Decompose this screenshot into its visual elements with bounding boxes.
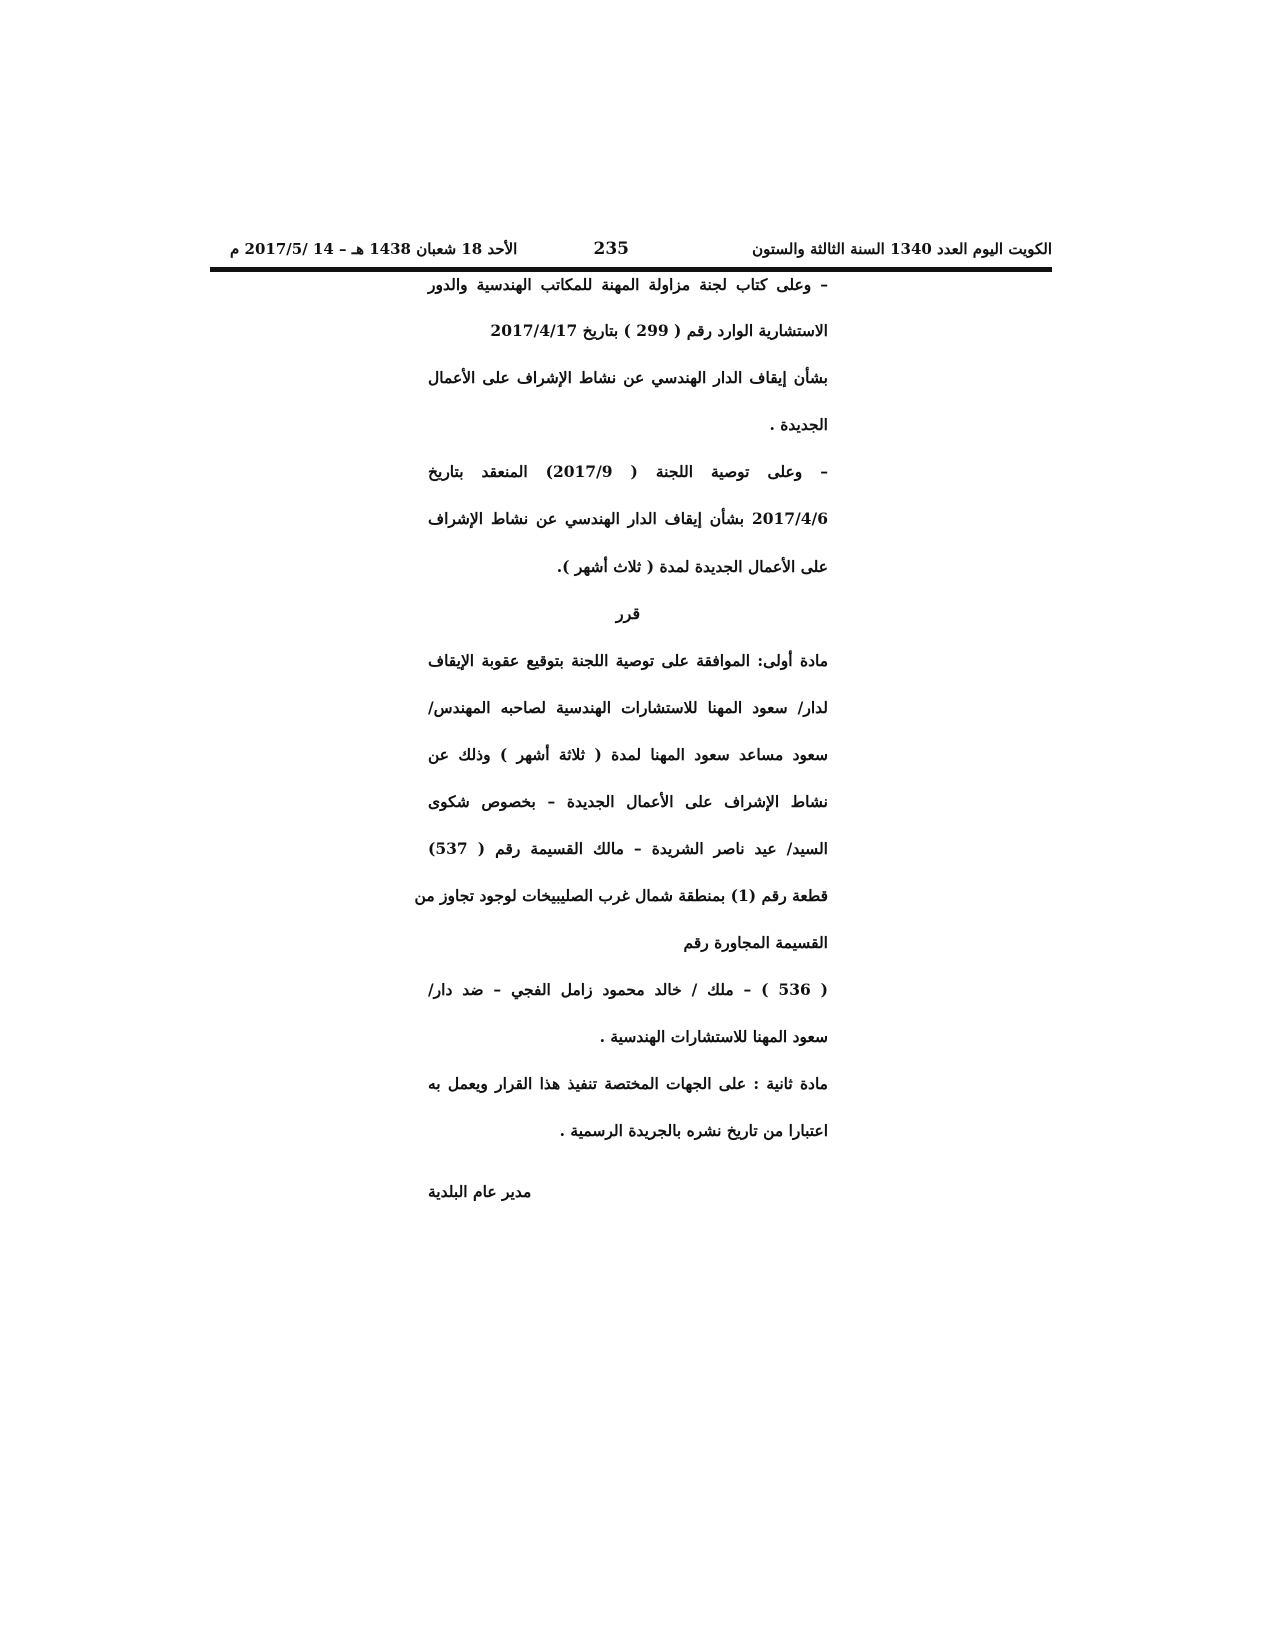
body-line-2: الاستشارية الوارد رقم ( 299 ) بتاريخ 2017/4/17	[490, 321, 828, 340]
body-line-9: مادة أولى: الموافقة على توصية اللجنة بتوقيع عقوبة الإيقاف	[428, 651, 828, 670]
body-line-10: لدار/ سعود المهنا للاستشارات الهندسية لصاحبه المهندس/	[428, 698, 828, 717]
body-line-16: ( 536 ) – ملك / خالد محمود زامل الفجي – ضد دار/	[428, 980, 828, 999]
body-line-4: الجديدة .	[769, 415, 828, 434]
header-rule	[210, 267, 1052, 272]
body-line-14: قطعة رقم (1) بمنطقة شمال غرب الصليبيخات لوجود تجاوز من	[414, 886, 828, 905]
body-line-18: مادة ثانية : على الجهات المختصة تنفيذ هذا القرار ويعمل به	[428, 1074, 828, 1093]
decision-heading: قرر	[615, 604, 641, 623]
body-line-13: السيد/ عيد ناصر الشريدة – مالك القسيمة رقم ( 537)	[428, 839, 828, 858]
body-line-17: سعود المهنا للاستشارات الهندسية .	[599, 1027, 828, 1046]
body-line-19: اعتبارا من تاريخ نشره بالجريدة الرسمية .	[559, 1121, 828, 1140]
page-header	[210, 234, 1052, 264]
body-line-15: القسيمة المجاورة رقم	[683, 933, 828, 952]
body-line-6: 2017/4/6 بشأن إيقاف الدار الهندسي عن نشاط الإشراف	[428, 509, 828, 528]
body-line-3: بشأن إيقاف الدار الهندسي عن نشاط الإشراف على الأعمال	[428, 368, 828, 387]
body-line-7: على الأعمال الجديدة لمدة ( ثلاث أشهر ).	[556, 557, 828, 576]
body-line-5: – وعلى توصية اللجنة ( 2017/9) المنعقد بتاريخ	[428, 462, 828, 481]
signature-title: مدير عام البلدية	[428, 1182, 532, 1201]
header-publication-info: الكويت اليوم العدد 1340 السنة الثالثة والستون	[752, 240, 1052, 258]
body-line-1: – وعلى كتاب لجنة مزاولة المهنة للمكاتب الهندسية والدور	[428, 275, 828, 294]
header-page-number: 235	[593, 239, 629, 259]
body-line-12: نشاط الإشراف على الأعمال الجديدة – بخصوص شكوى	[428, 792, 828, 811]
header-date: الأحد 18 شعبان 1438 هـ – 14 /2017/5 م	[230, 240, 518, 258]
body-line-11: سعود مساعد سعود المهنا لمدة ( ثلاثة أشهر ) وذلك عن	[428, 745, 828, 764]
